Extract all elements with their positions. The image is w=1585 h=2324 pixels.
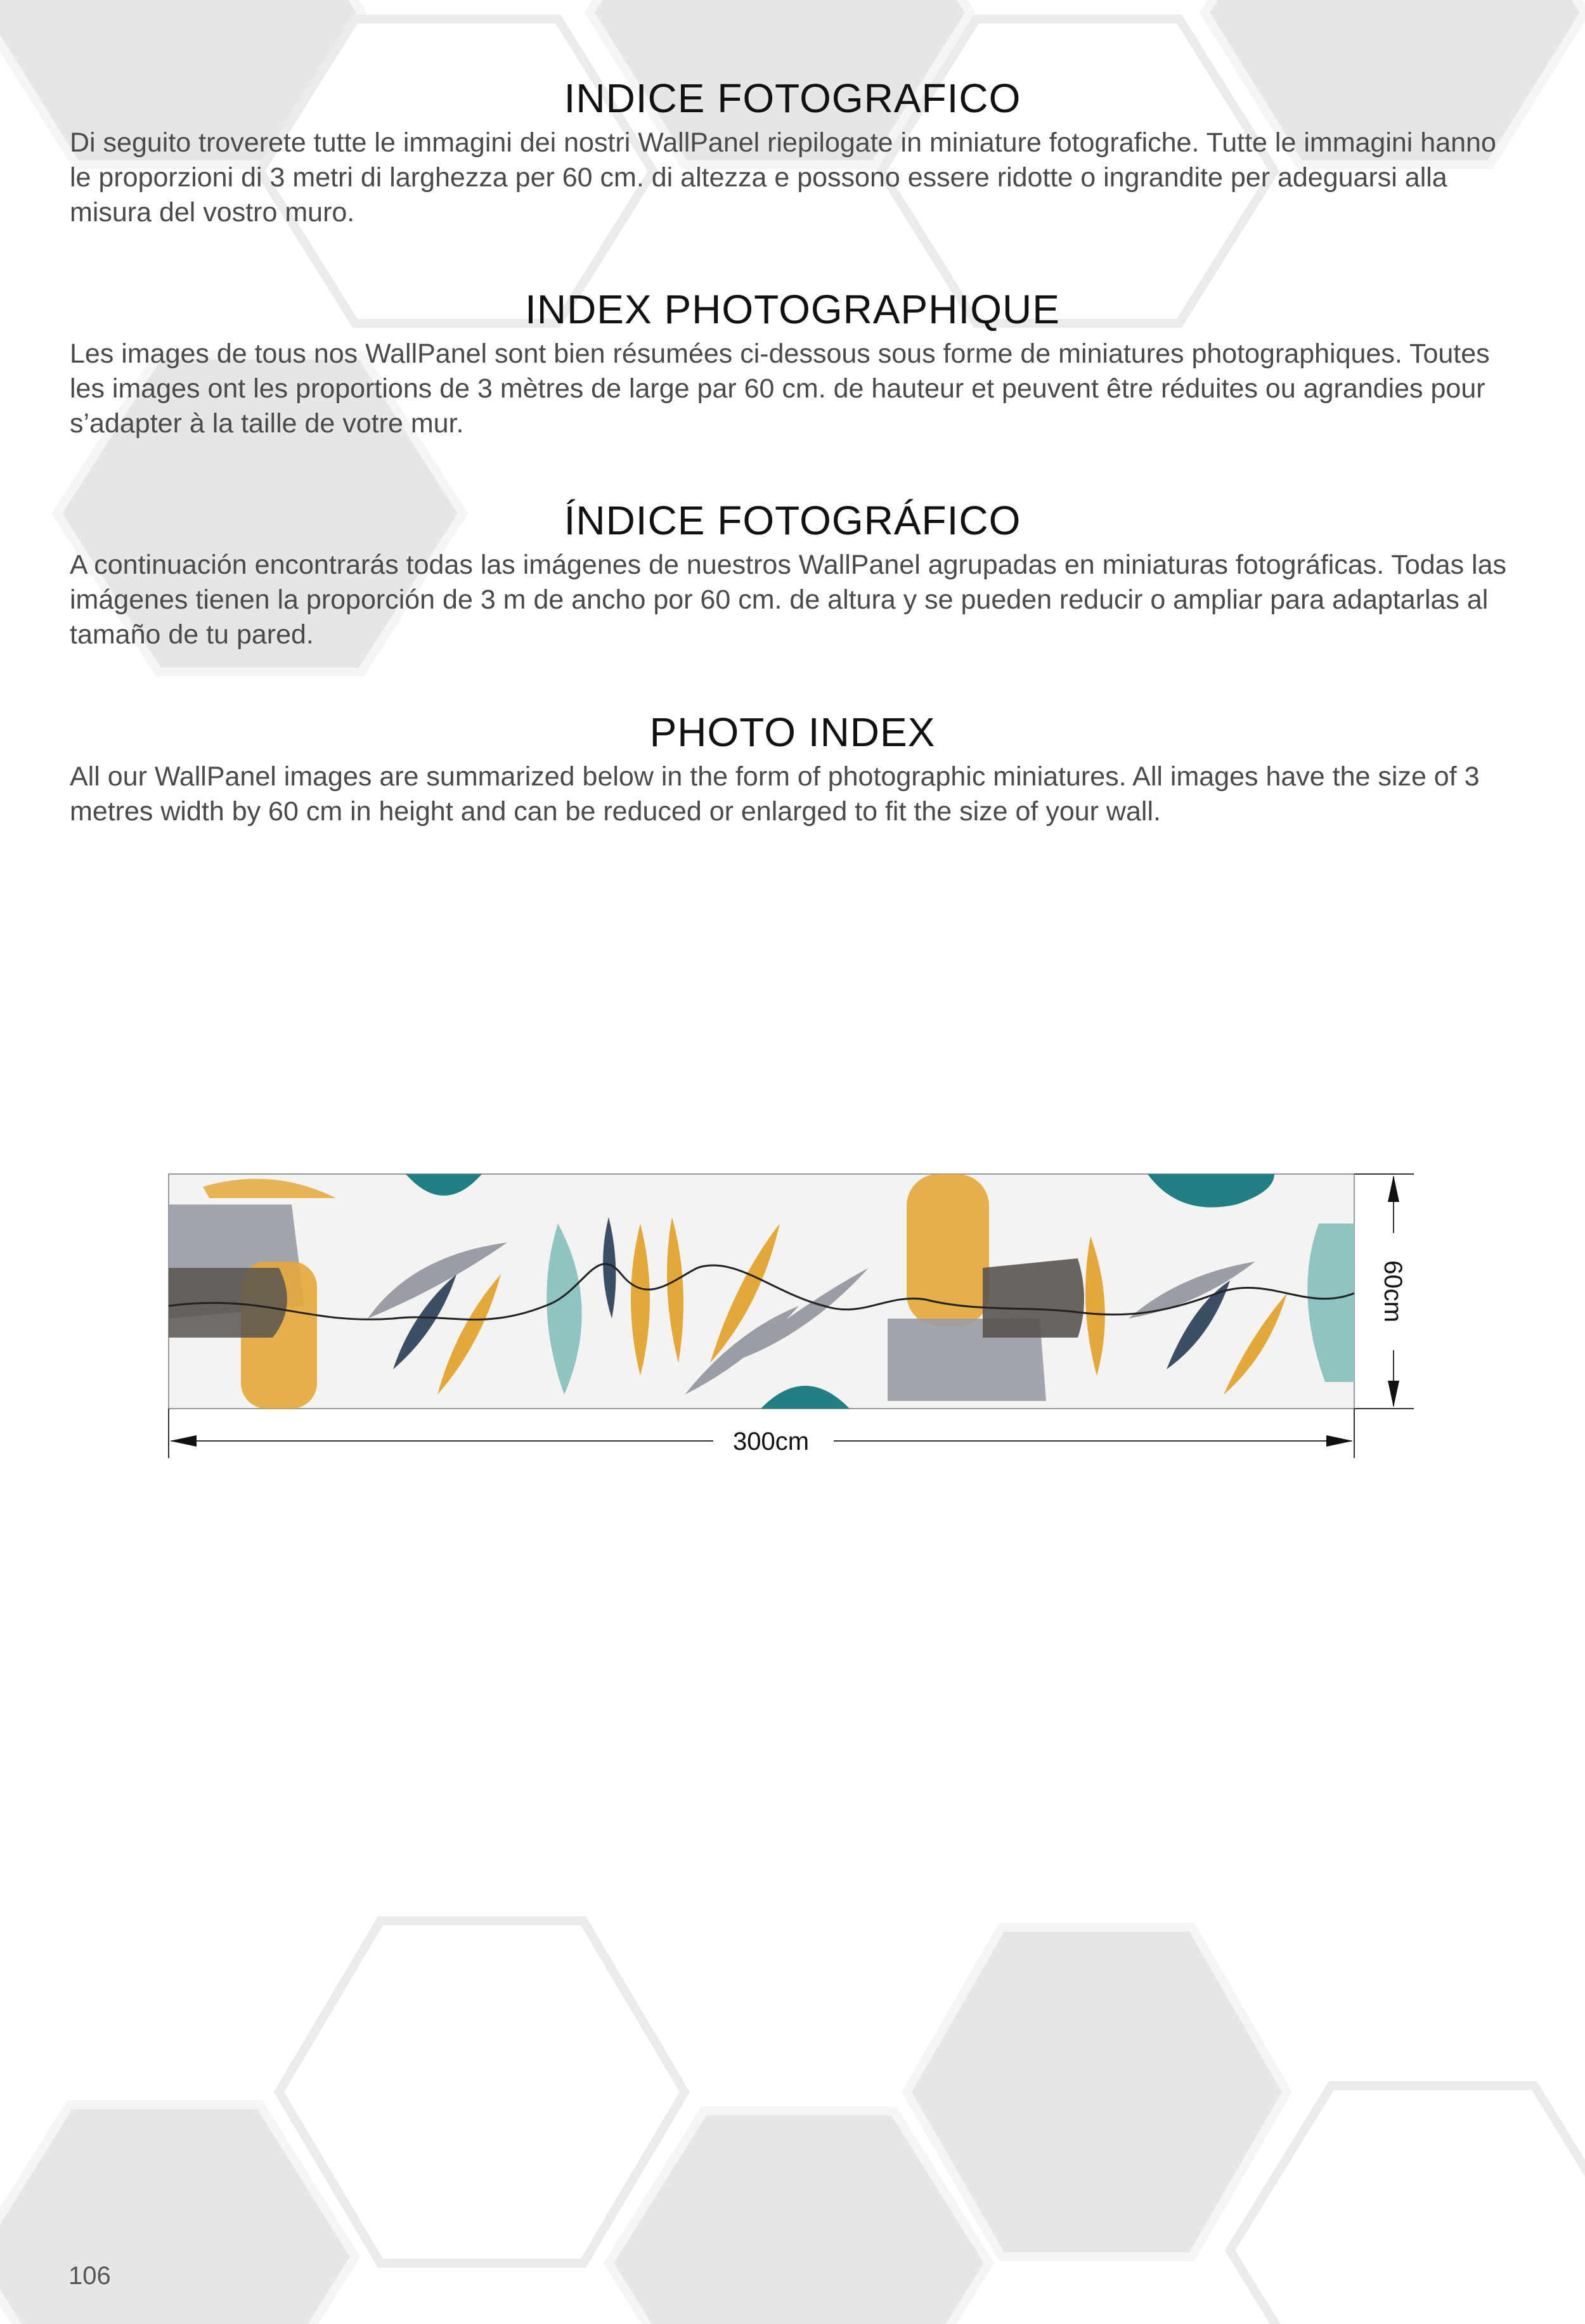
section-title: INDICE FOTOGRAFICO xyxy=(564,75,1021,121)
section-english xyxy=(70,707,1515,829)
width-label: 300cm xyxy=(732,1428,810,1456)
height-label: 60cm xyxy=(1379,1260,1407,1322)
section-spanish xyxy=(70,496,1515,652)
section-title: PHOTO INDEX xyxy=(649,709,936,755)
section-body: All our WallPanel images are summarized below in the form of photographic miniatures. All images have the size of 3 metres width by 60 cm in height and can be reduced or enlarged to fit the size of your wall. xyxy=(70,761,1480,827)
section-title: ÍNDICE FOTOGRÁFICO xyxy=(564,498,1021,543)
section-title: INDEX PHOTOGRAPHIQUE xyxy=(525,287,1060,332)
hexagon-outline xyxy=(1230,2086,1585,2324)
section-body: Les images de tous nos WallPanel sont bien résumées ci-dessous sous forme de miniatures photographiques. Toutes les images ont les proportions de 3 mètres de large par 60 cm. de hauteur et peuvent être réduites ou agrandies pour s’adapter à la taille de votre mur. xyxy=(70,339,1490,439)
hexagon-outline xyxy=(279,1921,685,2263)
section-body: Di seguito troverete tutte le immagini dei nostri WallPanel riepilogate in miniature fotografiche. Tutte le immagini hanno le proporzioni di 3 metri di larghezza per 60 cm. di altezza e possono essere ridotte o ingrandite per adeguarsi alla misura del vostro muro. xyxy=(70,127,1496,228)
section-italian xyxy=(70,74,1515,230)
page-number: 106 xyxy=(68,2262,111,2290)
section-french xyxy=(70,285,1515,441)
hexagon-shape xyxy=(907,1927,1287,2257)
section-body: A continuación encontrarás todas las imágenes de nuestros WallPanel agrupadas en miniaturas fotográficas. Todas las imágenes tienen la proporción de 3 m de ancho por 60 cm. de altura y se pueden reducir o ampliar para adaptarlas al tamaño de tu pared. xyxy=(70,550,1507,650)
